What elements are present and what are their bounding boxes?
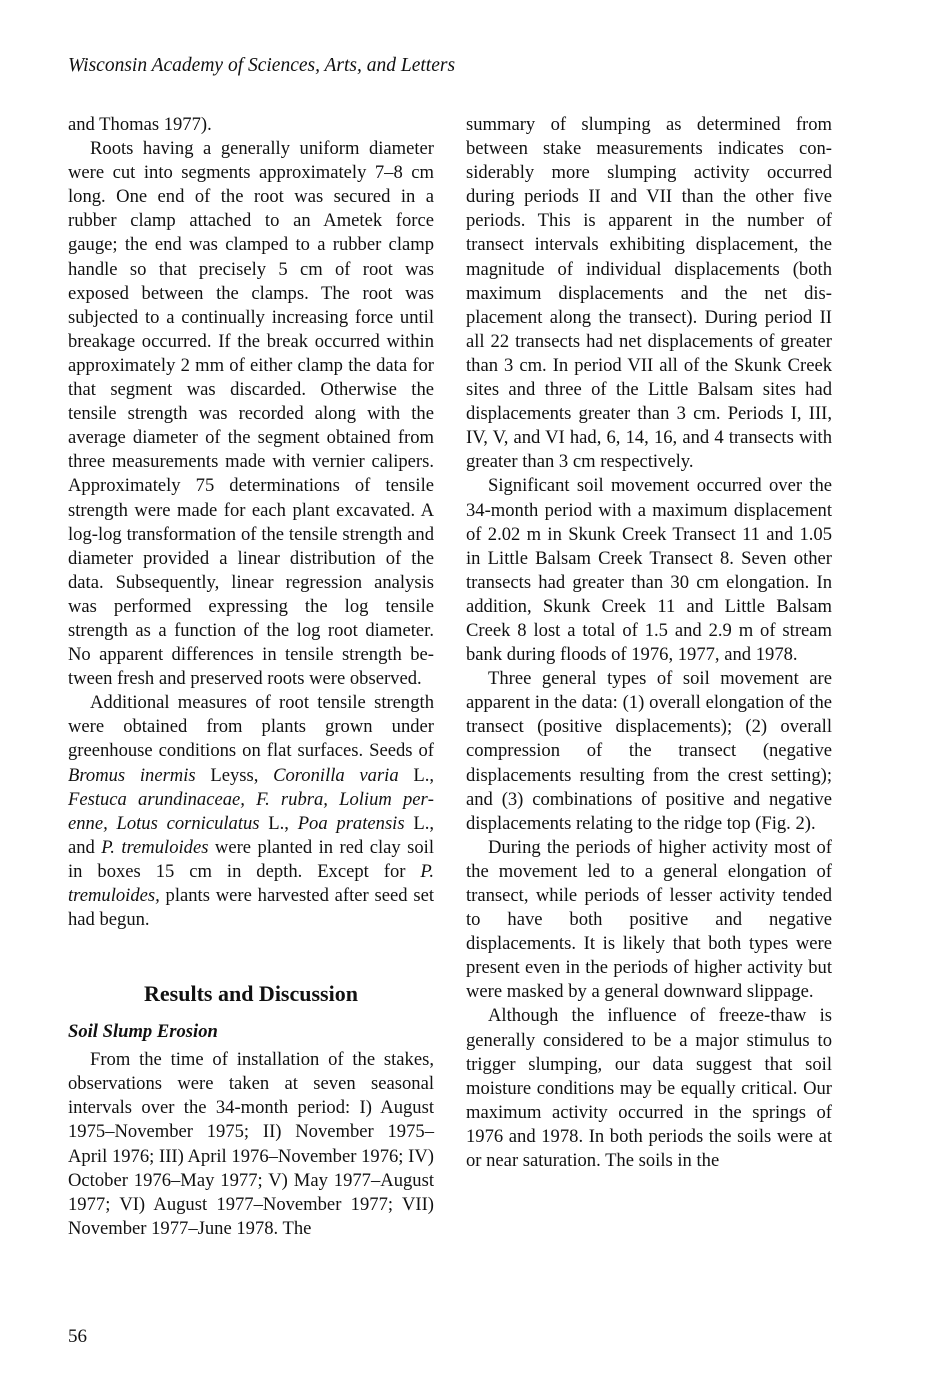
p3-text-5: L., and (68, 812, 434, 858)
left-paragraph-3 (68, 691, 434, 932)
right-paragraph-3: Three general types of soil movement are apparent in the data: (1) overall elongation of the transect (positive displacements); (2) overall compression of the transect (negative displacements resulting from the crest setting); and (3) combinations of positive and negative displacements relating to the ridge top (Fig. 2). (466, 668, 832, 834)
page-number: 56 (68, 1326, 87, 1347)
species-populus-2: P. tremuloides, (68, 860, 434, 906)
left-column (68, 113, 434, 1241)
p3-text-4: L., (259, 812, 298, 834)
p3-text-6: were planted in red clay soil in boxes 15 cm in depth. Except for (68, 836, 434, 882)
species-bromus: Bromus inermis (68, 764, 196, 786)
species-populus: P. tremuloides (101, 836, 209, 858)
p3-text-7: plants were harvested after seed set had begun. (68, 885, 434, 931)
left-paragraph-1: and Thomas 1977). (68, 114, 212, 135)
species-festuca-lolium-lotus: Festuca arundinaceae, F. rubra, Lolium perenne, Lotus corniculatus (68, 788, 434, 834)
right-paragraph-4: During the periods of higher activity most of the movement led to a general elongation of transect, while periods of lesser activity tended to have both positive and negative displacements. It is likely that both types were present even in the periods of higher activity but were masked by a general downward slippage. (466, 836, 832, 1003)
p3-text-2: Leyss, (195, 764, 274, 786)
running-head: Wisconsin Academy of Sciences, Arts, and Letters (68, 55, 456, 76)
right-paragraph-2: Significant soil movement occurred over the 34-month period with a maximum displacement of 2.02 m in Skunk Creek Transect 11 and 1.05 in Little Balsam Creek Transect 8. Seven other transects had greater than 30 cm elongation. In addition, Skunk Creek 11 and Little Balsam Creek 8 lost a total of 1.5 and 2.9 m of stream bank during floods of 1976, 1977, and 1978. (466, 475, 832, 666)
subsection-title: Soil Slump Erosion (68, 1021, 218, 1043)
right-column (466, 113, 832, 1173)
section-title: Results and Discussion (144, 981, 358, 1007)
p3-text-1: Additional measures of root tensile strength were obtained from plants grown under greenhouse conditions on flat surfaces. Seeds of (68, 692, 434, 762)
left-paragraph-2: Roots having a generally uniform diameter were cut into segments approximately 7–8 cm long. One end of the root was secured in a rubber clamp attached to an Ametek force gauge; the end was clamped to a rubber clamp handle so that precisely 5 cm of root was exposed between the clamps. The root was subjected to a continually increasing force until breakage occurred. If the break occurred within approximately 2 mm of either clamp the data for that segment was discarded. Otherwise the tensile strength was recorded along with the average diameter of the segment obtained from three measurements made with vernier calipers. Approximately 75 determinations of tensile strength were made for each plant excavated. A log-log transformation of the tensile strength and diameter provided a linear distribution of the data. Subsequently, linear regression analysis was performed expressing the log tensile strength as a function of the log root diameter. No apparent differences in tensile strength between fresh and preserved roots were observed. (68, 138, 434, 690)
right-paragraph-1: summary of slumping as determined from between stake measurements indicates considerably more slumping activity occurred during periods II and VII than the other five periods. This is apparent in the number of transect intervals exhibiting displacement, the magnitude of individual displacements (both maximum displacements and the net displacement along the transect). During period II all 22 transects had net displacements of greater than 3 cm. In period VII all of the Skunk Creek sites and three of the Little Balsam sites had displacements greater than 3 cm. Periods I, III, IV, V, and VI had, 6, 14, 16, and 4 transects with greater than 3 cm respectively. (466, 114, 832, 473)
species-coronilla: Coronilla varia (273, 764, 399, 786)
species-poa: Poa pratensis (297, 812, 405, 834)
p3-text-3: L., (398, 764, 434, 786)
left-paragraph-4: From the time of installation of the stakes, observations were taken at seven seasonal intervals over the 34-month period: I) August 1975–November 1975; II) November 1975–April 1976; III) April 1976–November 1976; IV) October 1976–May 1977; V) May 1977–August 1977; VI) August 1977–November 1977; VII) November 1977–June 1978. The (68, 1049, 434, 1239)
right-paragraph-5: Although the influence of freeze-thaw is generally considered to be a major stimulus to trigger slumping, our data suggest that soil moisture conditions may be equally critical. Our maximum activity occurred in the springs of 1976 and 1978. In both periods the soils were at or near saturation. The soils in the (466, 1005, 832, 1172)
